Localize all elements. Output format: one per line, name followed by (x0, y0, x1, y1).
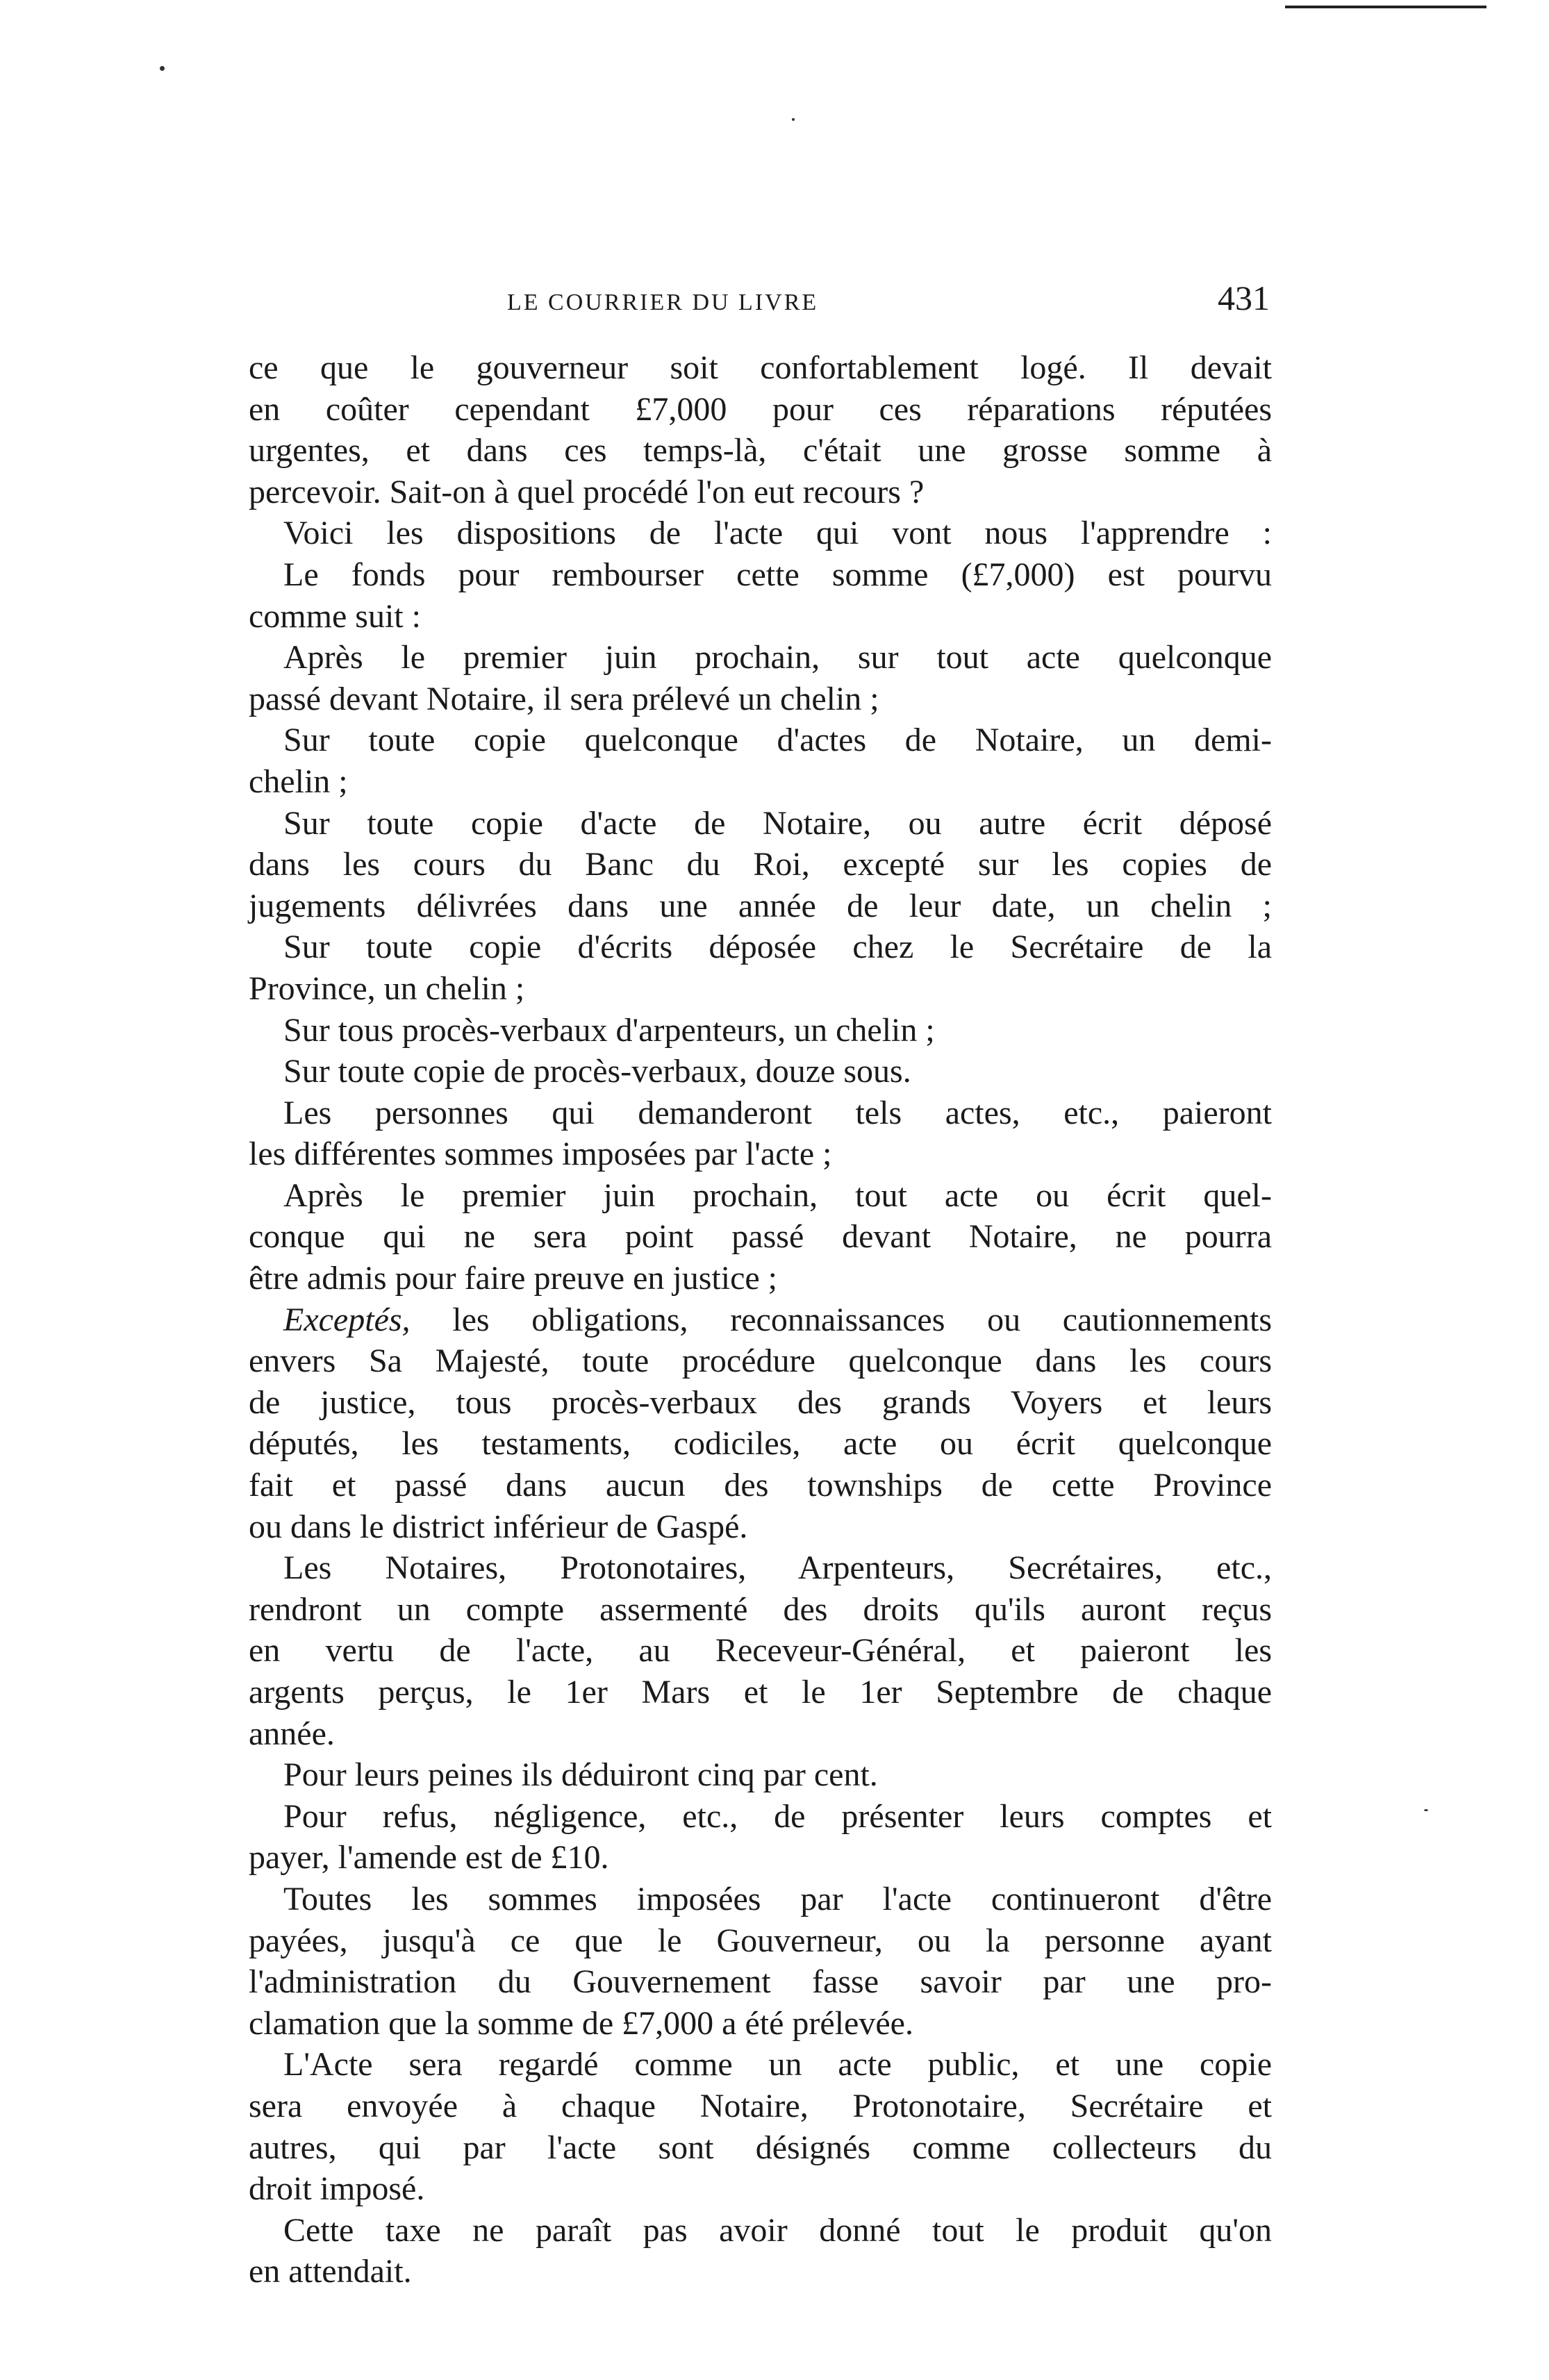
text-line: Sur toute copie de procès-verbaux, douze sous. (283, 1053, 911, 1090)
text-line: urgentes, et dans ces temps-là, c'était une grosse somme à (249, 432, 1272, 469)
text-line: Toutes les sommes imposées par l'acte continueront d'être (283, 1880, 1272, 1917)
top-rule (1285, 6, 1486, 8)
text-line: Sur toute copie quelconque d'actes de Notaire, un demi- (283, 722, 1272, 759)
text-line: comme suit : (249, 597, 421, 635)
text-line: rendront un compte assermenté des droits qu'ils auront reçus (249, 1590, 1272, 1628)
text-line: en vertu de l'acte, au Receveur-Général, et paieront les (249, 1632, 1272, 1670)
text-line: fait et passé dans aucun des townships de cette Province (249, 1467, 1272, 1504)
text-line: Après le premier juin prochain, tout acte ou écrit quel- (283, 1176, 1272, 1214)
text-line: les différentes sommes imposées par l'acte ; (249, 1135, 832, 1173)
ink-speck (792, 118, 795, 121)
text-line: jugements délivrées dans une année de leur date, un chelin ; (249, 887, 1272, 924)
text-line: Pour refus, négligence, etc., de présenter leurs comptes et (283, 1797, 1272, 1835)
text-line: de justice, tous procès-verbaux des grands Voyers et leurs (249, 1383, 1272, 1421)
text-line: en attendait. (249, 2253, 412, 2290)
text-line: Les personnes qui demanderont tels actes, etc., paieront (283, 1094, 1272, 1131)
text-line: payer, l'amende est de £10. (249, 1839, 609, 1876)
text-line: députés, les testaments, codiciles, acte ou écrit quelconque (249, 1425, 1272, 1463)
text-line: Le fonds pour rembourser cette somme (£7,000) est pourvu (283, 556, 1272, 593)
text-line: ce que le gouverneur soit confortablement logé. Il devait (249, 349, 1272, 386)
text-line: Les Notaires, Protonotaires, Arpenteurs, Secrétaires, etc., (283, 1549, 1272, 1587)
text-line: argents perçus, le 1er Mars et le 1er Septembre de chaque (249, 1674, 1272, 1711)
text-line: passé devant Notaire, il sera prélevé un chelin ; (249, 680, 879, 717)
text-line: l'administration du Gouvernement fasse savoir par une pro- (249, 1963, 1272, 2001)
running-head: LE COURRIER DU LIVRE (507, 290, 819, 315)
text-line: Province, un chelin ; (249, 970, 525, 1007)
page-header (254, 278, 1270, 326)
text-line: payées, jusqu'à ce que le Gouverneur, ou la personne ayant (249, 1922, 1272, 1959)
text-line: droit imposé. (249, 2170, 425, 2208)
text-line: clamation que la somme de £7,000 a été prélevée. (249, 2004, 913, 2042)
ink-speck (160, 66, 165, 71)
text-line: Pour leurs peines ils déduiront cinq par cent. (283, 1756, 878, 1794)
text-line: Sur tous procès-verbaux d'arpenteurs, un chelin ; (283, 1011, 935, 1049)
text-line: Voici les dispositions de l'acte qui vont nous l'apprendre : (283, 515, 1272, 552)
text-line: Après le premier juin prochain, sur tout acte quelconque (283, 639, 1272, 676)
body-text (249, 347, 1272, 2292)
text-line: autres, qui par l'acte sont désignés comme collecteurs du (249, 2129, 1272, 2166)
text-line: Sur toute copie d'acte de Notaire, ou autre écrit déposé (283, 804, 1272, 842)
ink-speck (1424, 1809, 1428, 1811)
text-line: percevoir. Sait-on à quel procédé l'on eut recours ? (249, 473, 925, 510)
text-line: sera envoyée à chaque Notaire, Protonotaire, Secrétaire et (249, 2087, 1272, 2124)
italic-lead: Exceptés, (283, 1301, 411, 1338)
text-line: être admis pour faire preuve en justice ; (249, 1260, 778, 1297)
text-line: Cette taxe ne paraît pas avoir donné tout le produit qu'on (283, 2211, 1272, 2249)
text-line: dans les cours du Banc du Roi, excepté sur les copies de (249, 846, 1272, 883)
text-line: Sur toute copie d'écrits déposée chez le Secrétaire de la (283, 929, 1272, 966)
text-line: envers Sa Majesté, toute procédure quelconque dans les cours (249, 1342, 1272, 1380)
text-line: chelin ; (249, 763, 348, 800)
page-number: 431 (1218, 278, 1270, 317)
text-line: année. (249, 1715, 335, 1752)
text-line: ou dans le district inférieur de Gaspé. (249, 1508, 748, 1545)
text-line (249, 1299, 1272, 1341)
line-rest: les obligations, reconnaissances ou cautionnements (410, 1301, 1272, 1338)
text-line: en coûter cependant £7,000 pour ces réparations réputées (249, 390, 1272, 428)
text-line: conque qui ne sera point passé devant Notaire, ne pourra (249, 1218, 1272, 1256)
text-line: L'Acte sera regardé comme un acte public, et une copie (283, 2046, 1272, 2083)
